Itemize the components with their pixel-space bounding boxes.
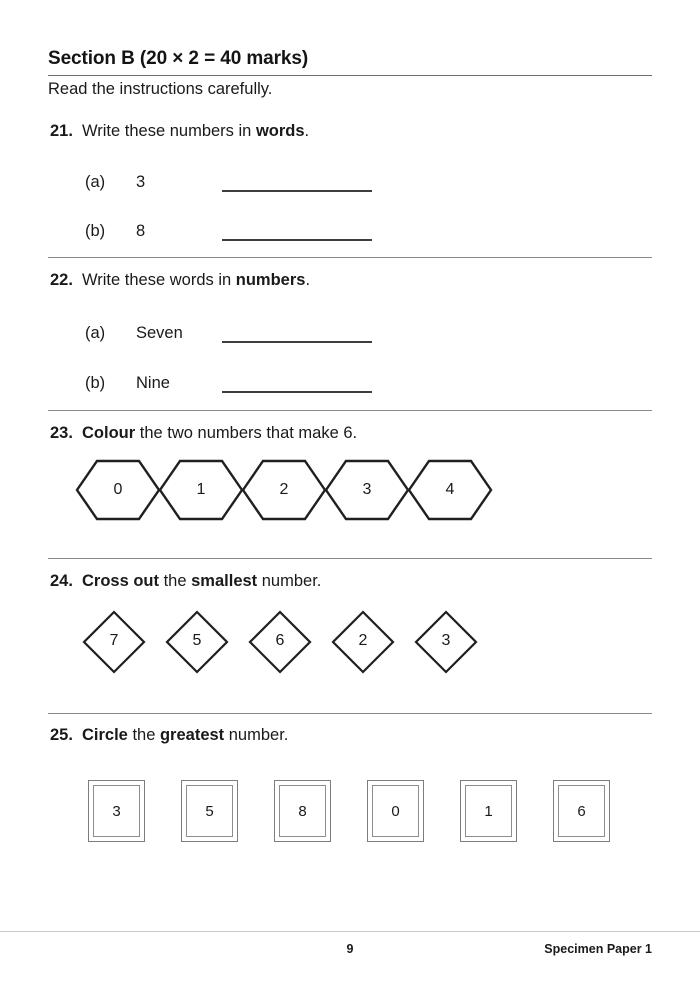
question-23-text-after: the two numbers that make 6. bbox=[135, 424, 358, 442]
hexagon-option[interactable] bbox=[254, 459, 314, 521]
question-24-text-bold-2: smallest bbox=[191, 572, 258, 590]
diamond-value: 7 bbox=[109, 632, 119, 649]
question-24-text-mid: the bbox=[159, 572, 192, 590]
hexagon-option[interactable] bbox=[337, 459, 397, 521]
question-21-text-after: . bbox=[304, 122, 310, 140]
square-value: 1 bbox=[484, 802, 493, 820]
diamond-option[interactable] bbox=[167, 610, 227, 672]
question-23-text-bold-lead: Colour bbox=[82, 424, 136, 442]
diamond-value: 2 bbox=[358, 632, 368, 649]
hexagon-option[interactable] bbox=[88, 459, 148, 521]
question-21-number: 21. bbox=[50, 122, 73, 140]
subitem-label: (a) bbox=[85, 173, 106, 191]
answer-blank-line[interactable] bbox=[222, 341, 372, 343]
answer-blank-line[interactable] bbox=[222, 391, 372, 393]
question-25-text-bold-lead: Circle bbox=[82, 726, 128, 744]
question-25-text-mid: the bbox=[127, 726, 160, 744]
hexagon-value: 3 bbox=[362, 481, 372, 498]
question-23 bbox=[50, 424, 357, 443]
question-22-text-after: . bbox=[305, 271, 311, 289]
divider-after-question-23 bbox=[48, 558, 652, 559]
question-24-number: 24. bbox=[50, 572, 73, 590]
question-24 bbox=[50, 572, 321, 591]
square-option[interactable] bbox=[88, 780, 145, 842]
subitem-label: (a) bbox=[85, 324, 106, 342]
diamond-value: 5 bbox=[192, 632, 202, 649]
subitem-label: (b) bbox=[85, 222, 106, 240]
question-25-text-bold-2: greatest bbox=[159, 726, 225, 744]
square-option[interactable] bbox=[274, 780, 331, 842]
square-value: 5 bbox=[205, 802, 214, 820]
question-21-text-bold: words bbox=[255, 122, 305, 140]
square-option[interactable] bbox=[553, 780, 610, 842]
hexagon-value: 1 bbox=[196, 481, 206, 498]
subitem-value: Seven bbox=[136, 324, 183, 342]
hexagon-row bbox=[88, 459, 503, 521]
hexagon-value: 4 bbox=[445, 481, 455, 498]
hexagon-value: 2 bbox=[279, 481, 289, 498]
hexagon-option[interactable] bbox=[171, 459, 231, 521]
square-row bbox=[88, 780, 646, 842]
question-25 bbox=[50, 726, 288, 745]
footer-page-number: 9 bbox=[346, 942, 354, 956]
question-22-text-bold: numbers bbox=[235, 271, 306, 289]
question-21-text-before: Write these numbers in bbox=[82, 122, 256, 140]
instruction-text: Read the instructions carefully. bbox=[48, 80, 273, 98]
question-25-number: 25. bbox=[50, 726, 73, 744]
question-21 bbox=[50, 122, 309, 141]
diamond-row bbox=[84, 610, 499, 672]
divider-after-question-21 bbox=[48, 257, 652, 258]
question-25-text-after: number. bbox=[224, 726, 289, 744]
subitem-value: Nine bbox=[136, 374, 170, 392]
hexagon-value: 0 bbox=[113, 481, 123, 498]
section-heading-rule bbox=[48, 75, 652, 76]
footer-paper-label: Specimen Paper 1 bbox=[544, 942, 652, 956]
square-value: 6 bbox=[577, 802, 586, 820]
divider-after-question-22 bbox=[48, 410, 652, 411]
diamond-option[interactable] bbox=[250, 610, 310, 672]
square-option[interactable] bbox=[181, 780, 238, 842]
square-value: 0 bbox=[391, 802, 400, 820]
square-value: 3 bbox=[112, 802, 121, 820]
subitem-label: (b) bbox=[85, 374, 106, 392]
question-22-text-before: Write these words in bbox=[82, 271, 236, 289]
question-24-text-bold-lead: Cross out bbox=[82, 572, 160, 590]
subitem-value: 3 bbox=[136, 173, 146, 191]
section-heading: Section B (20 × 2 = 40 marks) bbox=[48, 48, 309, 69]
diamond-option[interactable] bbox=[84, 610, 144, 672]
answer-blank-line[interactable] bbox=[222, 190, 372, 192]
answer-blank-line[interactable] bbox=[222, 239, 372, 241]
question-22 bbox=[50, 271, 310, 290]
diamond-value: 6 bbox=[275, 632, 285, 649]
square-option[interactable] bbox=[367, 780, 424, 842]
diamond-value: 3 bbox=[441, 632, 451, 649]
square-option[interactable] bbox=[460, 780, 517, 842]
question-24-text-after: number. bbox=[257, 572, 322, 590]
diamond-option[interactable] bbox=[416, 610, 476, 672]
square-value: 8 bbox=[298, 802, 307, 820]
question-22-number: 22. bbox=[50, 271, 73, 289]
divider-after-question-24 bbox=[48, 713, 652, 714]
subitem-value: 8 bbox=[136, 222, 146, 240]
diamond-option[interactable] bbox=[333, 610, 393, 672]
question-23-number: 23. bbox=[50, 424, 73, 442]
footer-rule bbox=[0, 931, 700, 932]
hexagon-option[interactable] bbox=[420, 459, 480, 521]
